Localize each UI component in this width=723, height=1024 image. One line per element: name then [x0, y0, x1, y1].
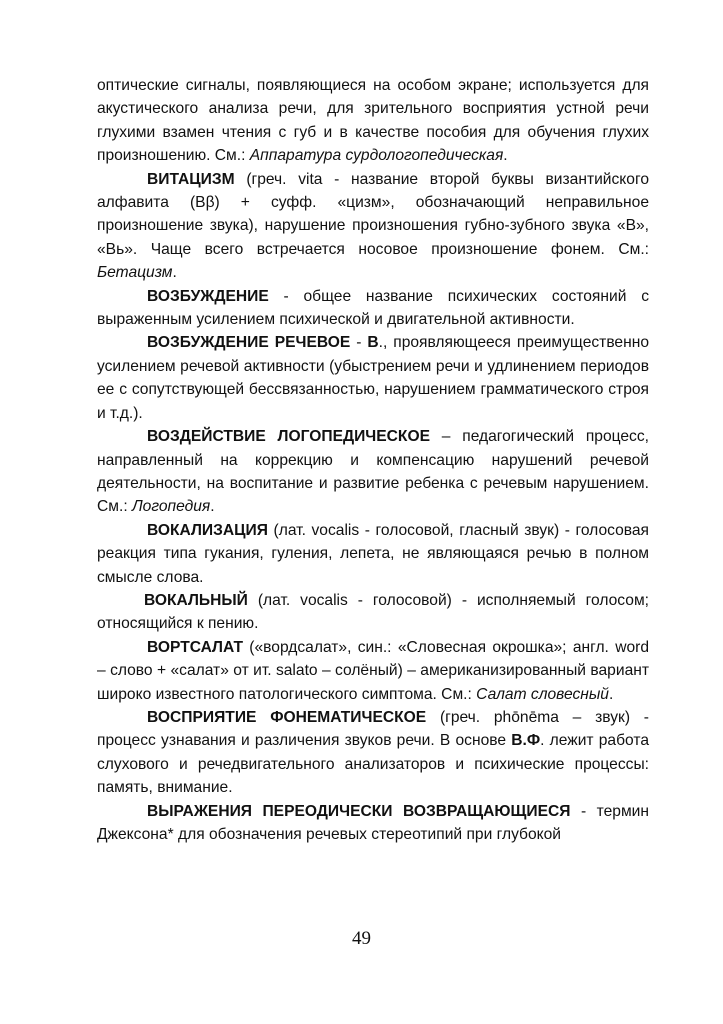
cross-reference: Логопедия [131, 498, 211, 516]
term-heading: ВОЗДЕЙСТВИЕ ЛОГОПЕДИЧЕСКОЕ [147, 428, 430, 446]
entry-text: (лат. vocalis - голосовой) - исполняемый голосом; относящийся к пению. [97, 591, 649, 633]
entry-text: . лежит работа слухового и речедвигательного анализаторов и психические процессы: память, внимание. [97, 732, 650, 797]
entry-text: (греч. phōnēma – звук) - процесс узнавания и различения звуков речи. В основе [97, 708, 649, 750]
term-heading: В.Ф [511, 732, 541, 750]
term-heading: В [367, 334, 379, 352]
entry-text: . [608, 685, 614, 703]
entry-text: ., проявляющееся преимущественно усилением речевой активности (убыстрением речи и удлинением периодов ее с сопутствующей бессвязанностью, нарушением грамматического строя и т.д.). [97, 334, 649, 422]
dictionary-entry [97, 636, 649, 706]
term-heading: ВОСПРИЯТИЕ ФОНЕМАТИЧЕСКОЕ [147, 708, 427, 726]
term-heading: ВИТАЦИЗМ [147, 170, 235, 188]
entry-text: . [172, 264, 177, 282]
entry-text: . [210, 498, 215, 516]
dictionary-entry [97, 519, 649, 589]
term-heading: ВОРТСАЛАТ [147, 638, 243, 656]
continued-paragraph [97, 74, 649, 168]
term-heading: ВОКАЛИЗАЦИЯ [147, 521, 268, 539]
entry-text: - [350, 334, 368, 352]
cross-reference: Аппаратура сурдологопедическая [249, 147, 504, 165]
dictionary-entry [97, 425, 649, 519]
dictionary-entry [97, 800, 649, 847]
page-number: 49 [352, 928, 371, 949]
entry-text: (лат. vocalis - голосовой, гласный звук) - голосовая реакция типа гукания, гуления, лепета, не являющаяся речью в полном смысле слова. [97, 521, 649, 586]
dictionary-text [97, 74, 649, 846]
term-heading: ВЫРАЖЕНИЯ ПЕРЕОДИЧЕСКИ ВОЗВРАЩАЮЩИЕСЯ [147, 802, 571, 820]
dictionary-entry [97, 168, 649, 285]
dictionary-entry [97, 285, 649, 332]
entry-text: (греч. vita - название второй буквы византийского алфавита (Вβ) + суфф. «цизм», обозначающий неправильное произношение звука), нарушение произношения губно-зубного звука «В», «Вь». Чаще всего встречается носовое произношение фонем. См.: [97, 170, 649, 258]
term-heading: ВОЗБУЖДЕНИЕ РЕЧЕВОЕ [147, 334, 351, 352]
entry-text: - термин Джексона* для обозначения речевых стереотипий при глубокой [97, 802, 649, 843]
entry-text: - общее название психических состояний с выраженным усилением психической и двигательной активности. [97, 287, 649, 329]
entry-text: («вордсалат», син.: «Словесная окрошка»; англ. word – слово + «салат» от ит. salato – солёный) – американизированный вариант широко известного патологического симптома. См.: [97, 638, 649, 703]
dictionary-entry [97, 706, 649, 800]
dictionary-entry [97, 589, 649, 636]
dictionary-entry [97, 331, 649, 425]
cross-reference: Бетацизм [97, 264, 173, 282]
entry-text: . [503, 147, 508, 165]
entry-text: – педагогический процесс, направленный на коррекцию и компенсацию нарушений речевой деятельности, на воспитание и развитие ребенка с речевым нарушением. См.: [97, 428, 649, 516]
cross-reference: Салат словесный [476, 685, 609, 703]
term-heading: ВОКАЛЬНЫЙ [144, 591, 248, 609]
entry-text: оптические сигналы, появляющиеся на особом экране; используется для акустического анализа речи, для зрительного восприятия устной речи глухими взамен чтения с губ и в качестве пособия для обучения глухих произношению. См.: [97, 77, 649, 165]
term-heading: ВОЗБУЖДЕНИЕ [147, 287, 269, 305]
